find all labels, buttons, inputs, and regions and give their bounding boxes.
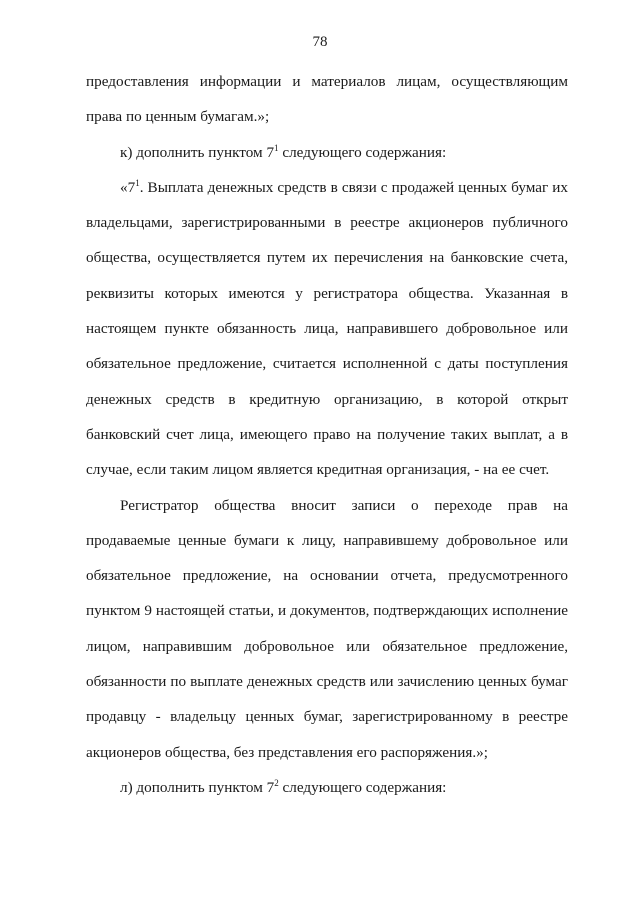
amendment-l-superscript: 2 — [274, 777, 279, 788]
amendment-k-text: к) дополнить пунктом 7 — [120, 143, 275, 161]
page-number: 78 — [312, 34, 328, 50]
paragraph-clause-7-1 — [86, 170, 568, 488]
document-body — [86, 64, 568, 805]
clause-7-1-start: «7 — [120, 178, 136, 196]
amendment-k-text-end: следующего содержания: — [278, 143, 447, 161]
paragraph-amendment-l — [86, 770, 568, 805]
paragraph-registrar: Регистратор общества вносит записи о переходе прав на продаваемые ценные бумаги к лицу, направившему добровольное или обязательное предложение, на основании отчета, предусмотренного пунктом 9 настоящей статьи, и документов, подтверждающих исполнение лицом, направившим добровольное или обязательное предложение, обязанности по выплате денежных средств или зачислению ценных бумаг продавцу - владельцу ценных бумаг, зарегистрированному в реестре акционеров общества, без представления его распоряжения.»; — [86, 496, 568, 761]
amendment-k-superscript: 1 — [274, 142, 279, 153]
paragraph-continuation: предоставления информации и материалов лицам, осуществляющим права по ценным бумагам.»; — [86, 73, 568, 126]
clause-7-1-text: . Выплата денежных средств в связи с продажей ценных бумаг их владельцами, зарегистрированными в реестре акционеров публичного общества, осуществляется путем их перечисления на банковские счета, реквизиты которых имеются у регистратора общества. Указанная в настоящем пункте обязанность лица, направившего добровольное или обязательное предложение, считается исполненной с даты поступления денежных средств в кредитную организацию, в которой открыт банковский счет лица, имеющего право на получение таких выплат, а в случае, если таким лицом является кредитная организация, - на ее счет. — [86, 178, 568, 479]
amendment-l-text-end: следующего содержания: — [278, 778, 447, 796]
paragraph-amendment-k — [86, 135, 568, 170]
amendment-l-text: л) дополнить пунктом 7 — [120, 778, 275, 796]
clause-7-1-superscript: 1 — [135, 177, 140, 188]
